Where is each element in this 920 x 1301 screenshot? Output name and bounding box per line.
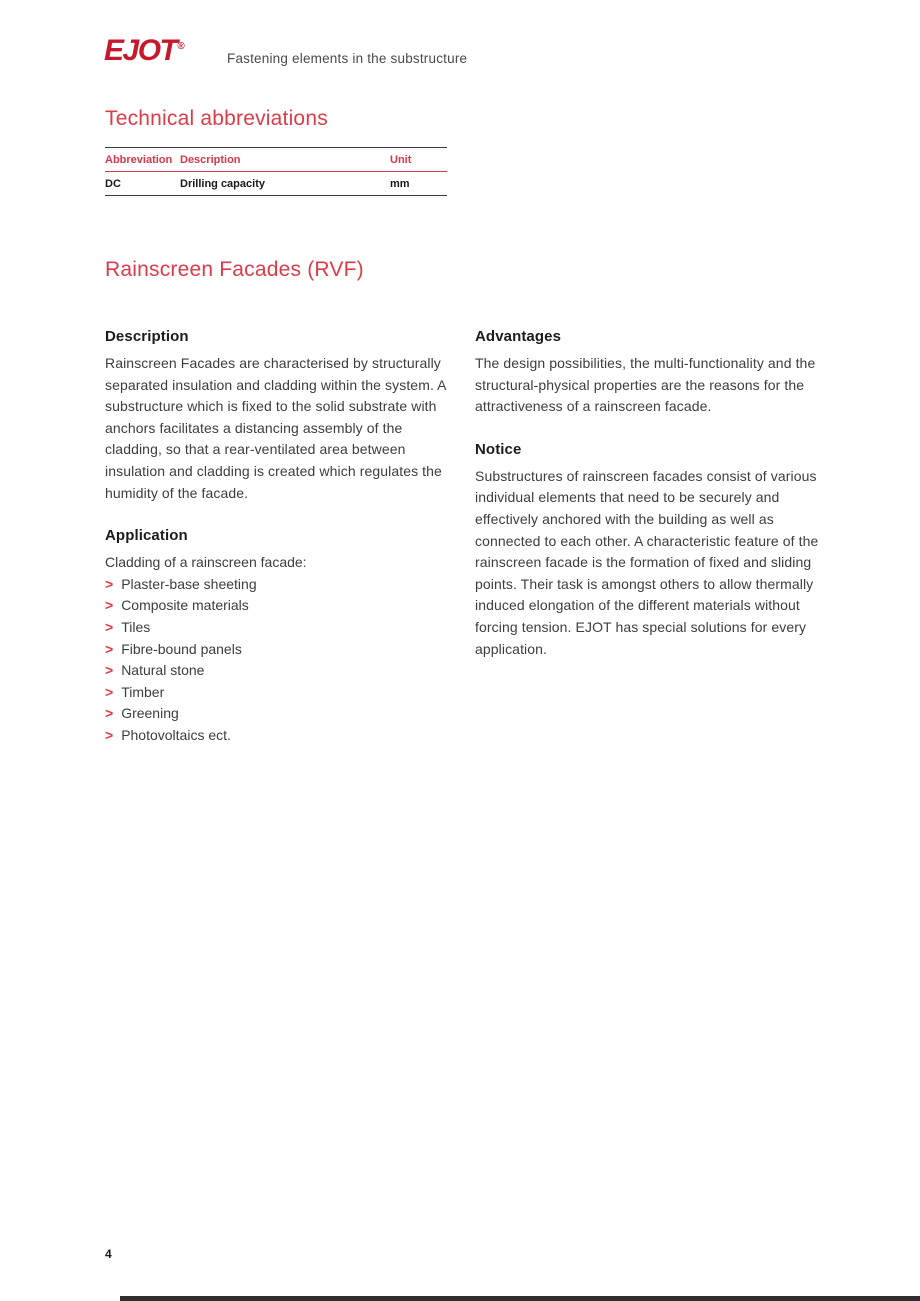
list-item bbox=[105, 725, 455, 747]
list-item-label: Timber bbox=[121, 683, 165, 700]
table-column-header: Abbreviation bbox=[105, 148, 180, 172]
list-item-label: Photovoltaics ect. bbox=[121, 726, 231, 743]
notice-heading: Notice bbox=[475, 440, 522, 458]
chevron-bullet-icon: > bbox=[105, 640, 114, 657]
page-number: 4 bbox=[105, 1247, 112, 1261]
table-column-header: Unit bbox=[390, 148, 447, 172]
chevron-bullet-icon: > bbox=[105, 597, 114, 614]
rvf-heading: Rainscreen Facades (RVF) bbox=[105, 258, 364, 281]
chevron-bullet-icon: > bbox=[105, 705, 114, 722]
list-item-label: Composite materials bbox=[121, 597, 249, 614]
ejot-logo-text: EJOT bbox=[104, 34, 177, 67]
list-item-label: Greening bbox=[121, 705, 179, 722]
list-item bbox=[105, 595, 455, 617]
chevron-bullet-icon: > bbox=[105, 683, 114, 700]
list-item-label: Tiles bbox=[121, 618, 151, 635]
ejot-logo bbox=[104, 36, 185, 66]
description-heading: Description bbox=[105, 328, 189, 345]
table-cell: DC bbox=[105, 172, 180, 196]
list-item bbox=[105, 703, 455, 725]
table-cell: mm bbox=[390, 172, 447, 196]
list-item-label: Plaster-base sheeting bbox=[121, 575, 257, 592]
list-item bbox=[105, 574, 455, 596]
registered-trademark-icon: ® bbox=[177, 41, 185, 52]
list-item bbox=[105, 617, 455, 639]
list-item bbox=[105, 639, 455, 661]
table-cell: Drilling capacity bbox=[180, 172, 390, 196]
list-item-label: Fibre-bound panels bbox=[121, 640, 242, 657]
abbreviations-heading: Technical abbreviations bbox=[105, 107, 328, 130]
abbreviations-table bbox=[105, 147, 447, 196]
chevron-bullet-icon: > bbox=[105, 726, 114, 743]
list-item bbox=[105, 682, 455, 704]
table-row bbox=[105, 172, 447, 196]
two-column-body bbox=[105, 328, 825, 747]
right-column bbox=[475, 328, 825, 747]
application-list bbox=[105, 574, 455, 747]
description-paragraph: Rainscreen Facades are characterised by structurally separated insulation and cladding within the system. A substructure which is fixed to the solid substrate with anchors facilitates a distancing assembly of the cladding, so that a rear-ventilated area between insulation and cladding is created which regulates the humidity of the facade. bbox=[105, 355, 446, 501]
list-item bbox=[105, 660, 455, 682]
chevron-bullet-icon: > bbox=[105, 575, 114, 592]
list-item-label: Natural stone bbox=[121, 662, 205, 679]
advantages-paragraph: The design possibilities, the multi-functionality and the structural-physical properties are the reasons for the attractiveness of a rainscreen facade. bbox=[475, 355, 816, 415]
table-header-row bbox=[105, 148, 447, 172]
advantages-heading: Advantages bbox=[475, 328, 562, 345]
application-intro: Cladding of a rainscreen facade: bbox=[105, 554, 307, 571]
notice-paragraph: Substructures of rainscreen facades consist of various individual elements that need to be securely and effectively anchored with the building as well as connected to each other. A characteristic feature of the rainscreen facade is the formation of fixed and sliding points. Their task is amongst others to allow thermally induced elongation of the different materials without forcing tension. EJOT has special solutions for every application. bbox=[475, 467, 819, 657]
application-heading: Application bbox=[105, 527, 188, 545]
footer-bar bbox=[120, 1296, 920, 1301]
left-column bbox=[105, 328, 455, 747]
document-subtitle: Fastening elements in the substructure bbox=[227, 51, 468, 66]
chevron-bullet-icon: > bbox=[105, 618, 114, 635]
table-column-header: Description bbox=[180, 148, 390, 172]
chevron-bullet-icon: > bbox=[105, 662, 114, 679]
